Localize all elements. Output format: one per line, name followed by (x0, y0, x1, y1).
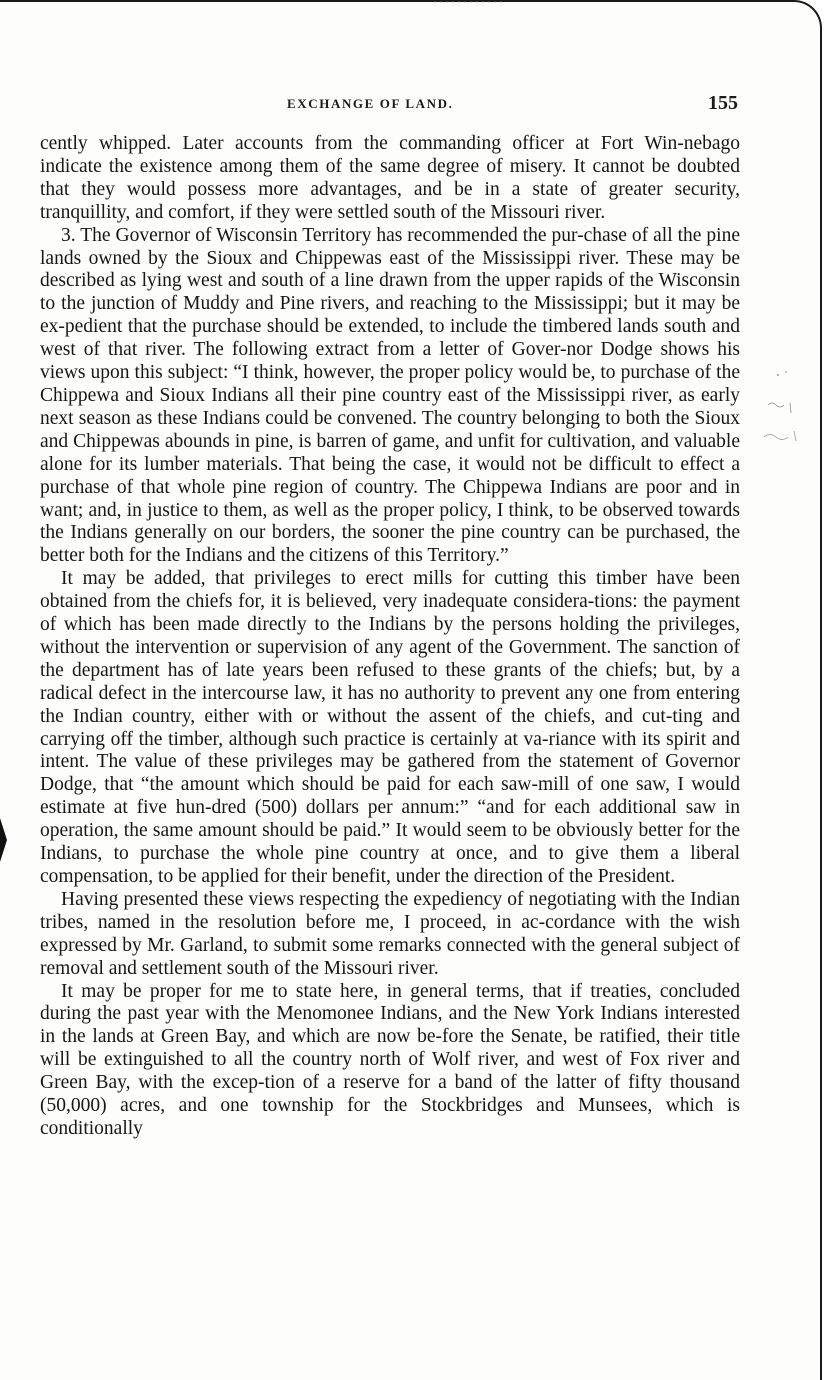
page-number: 155 (708, 92, 738, 114)
top-edge-mark (430, 0, 510, 6)
paragraph-1: cently whipped. Later accounts from the commanding officer at Fort Win-nebago indicate the existence among them of the same degree of misery. It cannot be doubted that they would possess more advantages, and be in a state of greater security, tranquillity, and comfort, if they were settled south of the Missouri river. (40, 133, 740, 223)
margin-scribble-icon (760, 365, 800, 455)
paragraph-2: 3. The Governor of Wisconsin Territory has recommended the pur-chase of all the pine lands owned by the Sioux and Chippewas east of the Mississippi river. These may be described as lying west and south of a line drawn from the upper rapids of the Wisconsin to the junction of Muddy and Pine rivers, and reaching to the Mississippi; but it may be ex-pedient that the purchase should be extended, to include the timbered lands south and west of that river. The following extract from a letter of Gover-nor Dodge shows his views upon this subject: “I think, however, the proper policy would be, to purchase of the Chippewa and Sioux Indians all their pine country east of the Mississippi river, as early next season as these Indians could be convened. The country belonging to both the Sioux and Chippewas abounds in pine, is barren of game, and unfit for cultivation, and valuable alone for its lumber materials. That being the case, it would not be difficult to effect a purchase of that whole pine region of country. The Chippewa Indians are poor and in want; and, in justice to them, as well as the proper policy, I think, to be observed towards the Indians generally on our borders, the sooner the pine country can be purchased, the better both for the Indians and the citizens of this Territory.” (40, 224, 740, 567)
running-title: EXCHANGE OF LAND. (287, 96, 454, 111)
paragraph-4: Having presented these views respecting the expediency of negotiating with the Indian tribes, named in the resolution before me, I proceed, in ac-cordance with the wish expressed by Mr. Garland, to submit some remarks connected with the general subject of removal and settlement south of the Missouri river. (40, 888, 740, 979)
body-text (40, 133, 740, 1141)
paragraph-5: It may be proper for me to state here, in general terms, that if treaties, concluded during the past year with the Menomonee Indians, and the New York Indians interested in the lands at Green Bay, and which are now be-fore the Senate, be ratified, their title will be extinguished to all the country north of Wolf river, and west of Fox river and Green Bay, with the excep-tion of a reserve for a band of the latter of fifty thousand (50,000) acres, and one township for the Stockbridges and Munsees, which is conditionally (40, 980, 740, 1139)
binding-mark-icon (0, 818, 7, 862)
paragraph-3: It may be added, that privileges to erect mills for cutting this timber have been obtained from the chiefs for, it is believed, very inadequate considera-tions: the payment of which has been made directly to the Indians by the persons holding the privileges, without the intervention or supervision of any agent of the Government. The sanction of the department has of late years been refused to these grants of the chiefs; but, by a radical defect in the intercourse law, it has no authority to prevent any one from entering the Indian country, either with or without the assent of the chiefs, and cut-ting and carrying off the timber, although such practice is certainly at va-riance with its spirit and intent. The value of these privileges may be gathered from the statement of Governor Dodge, that “the amount which should be paid for each saw-mill of one saw, I would estimate at five hun-dred (500) dollars per annum:” “and for each additional saw in operation, the same amount should be paid.” It would seem to be obviously better for the Indians, to purchase the whole pine country at once, and to give them a liberal compensation, to be applied for their benefit, under the direction of the President. (40, 568, 740, 887)
page-header (40, 94, 740, 120)
